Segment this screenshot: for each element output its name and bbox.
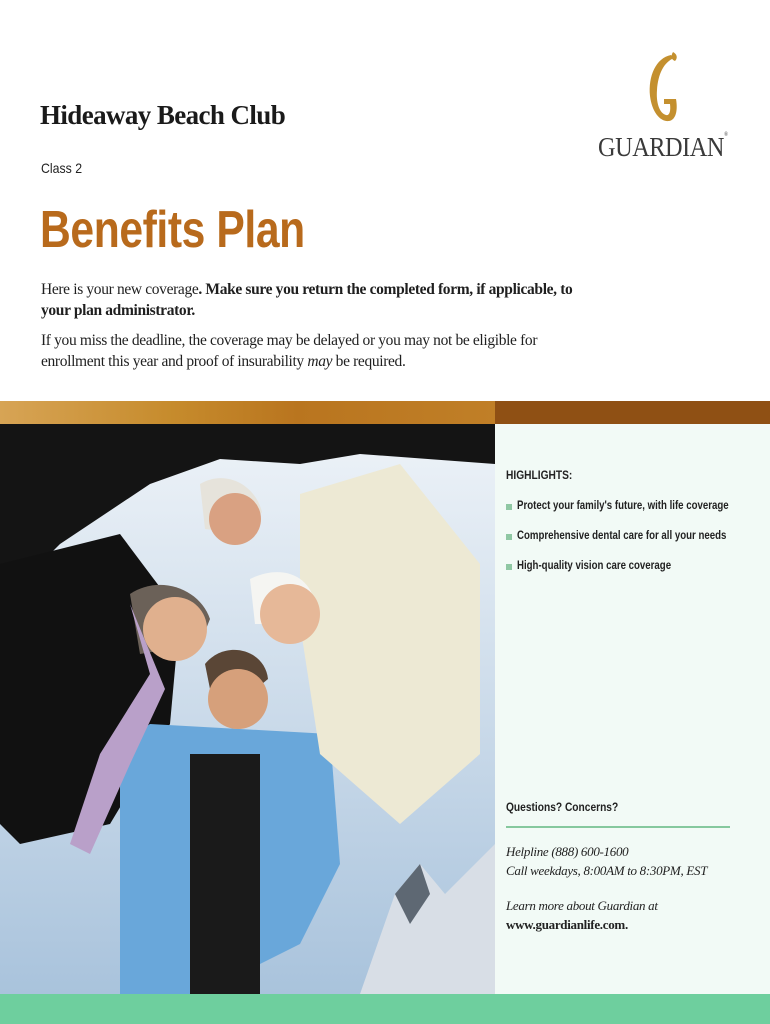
deadline-text: If you miss the deadline, the coverage may be delayed or you may not be eligible for enrollment this year and proof of insurability [41,332,538,370]
website-link[interactable]: www.guardianlife.com. [506,917,628,932]
guardian-logo [598,52,728,172]
divider [506,826,730,828]
brown-band [495,401,770,424]
helpline-block [506,842,756,880]
guardian-g-logo-icon [642,52,680,124]
intro-paragraph-2 [41,330,601,372]
highlight-text: Comprehensive dental care for all your needs [517,530,727,542]
class-label: Class 2 [41,160,83,176]
square-bullet-icon [506,534,512,540]
learn-more-text: Learn more about Guardian at [506,898,658,913]
group-huddle-photo [0,424,495,994]
learn-more-block [506,896,756,934]
hours-text: Call weekdays, 8:00AM to 8:30PM, EST [506,863,708,878]
square-bullet-icon [506,564,512,570]
gold-band [0,401,495,424]
intro-bold: . Make sure you return the completed form, if applicable, to your plan administrator. [41,281,573,319]
intro-text [41,279,601,381]
deadline-end: be required. [332,353,406,370]
guardian-wordmark [598,132,728,163]
highlights-heading: HIGHLIGHTS: [506,468,573,482]
questions-heading: Questions? Concerns? [506,800,619,814]
deadline-italic: may [307,353,333,370]
page-title: Benefits Plan [40,201,305,259]
club-name: Hideaway Beach Club [40,100,286,130]
wordmark-text: GUARDIAN [598,132,724,162]
helpline-text: Helpline (888) 600-1600 [506,844,629,859]
intro-paragraph-1 [41,279,601,321]
registered-mark: ® [724,132,728,138]
photo-illustration [0,424,495,994]
square-bullet-icon [506,504,512,510]
info-panel [495,424,770,994]
highlight-text: High-quality vision care coverage [517,560,672,572]
footer-band [0,994,770,1024]
intro-normal: Here is your new coverage [41,281,199,298]
highlight-text: Protect your family's future, with life coverage [517,500,729,512]
